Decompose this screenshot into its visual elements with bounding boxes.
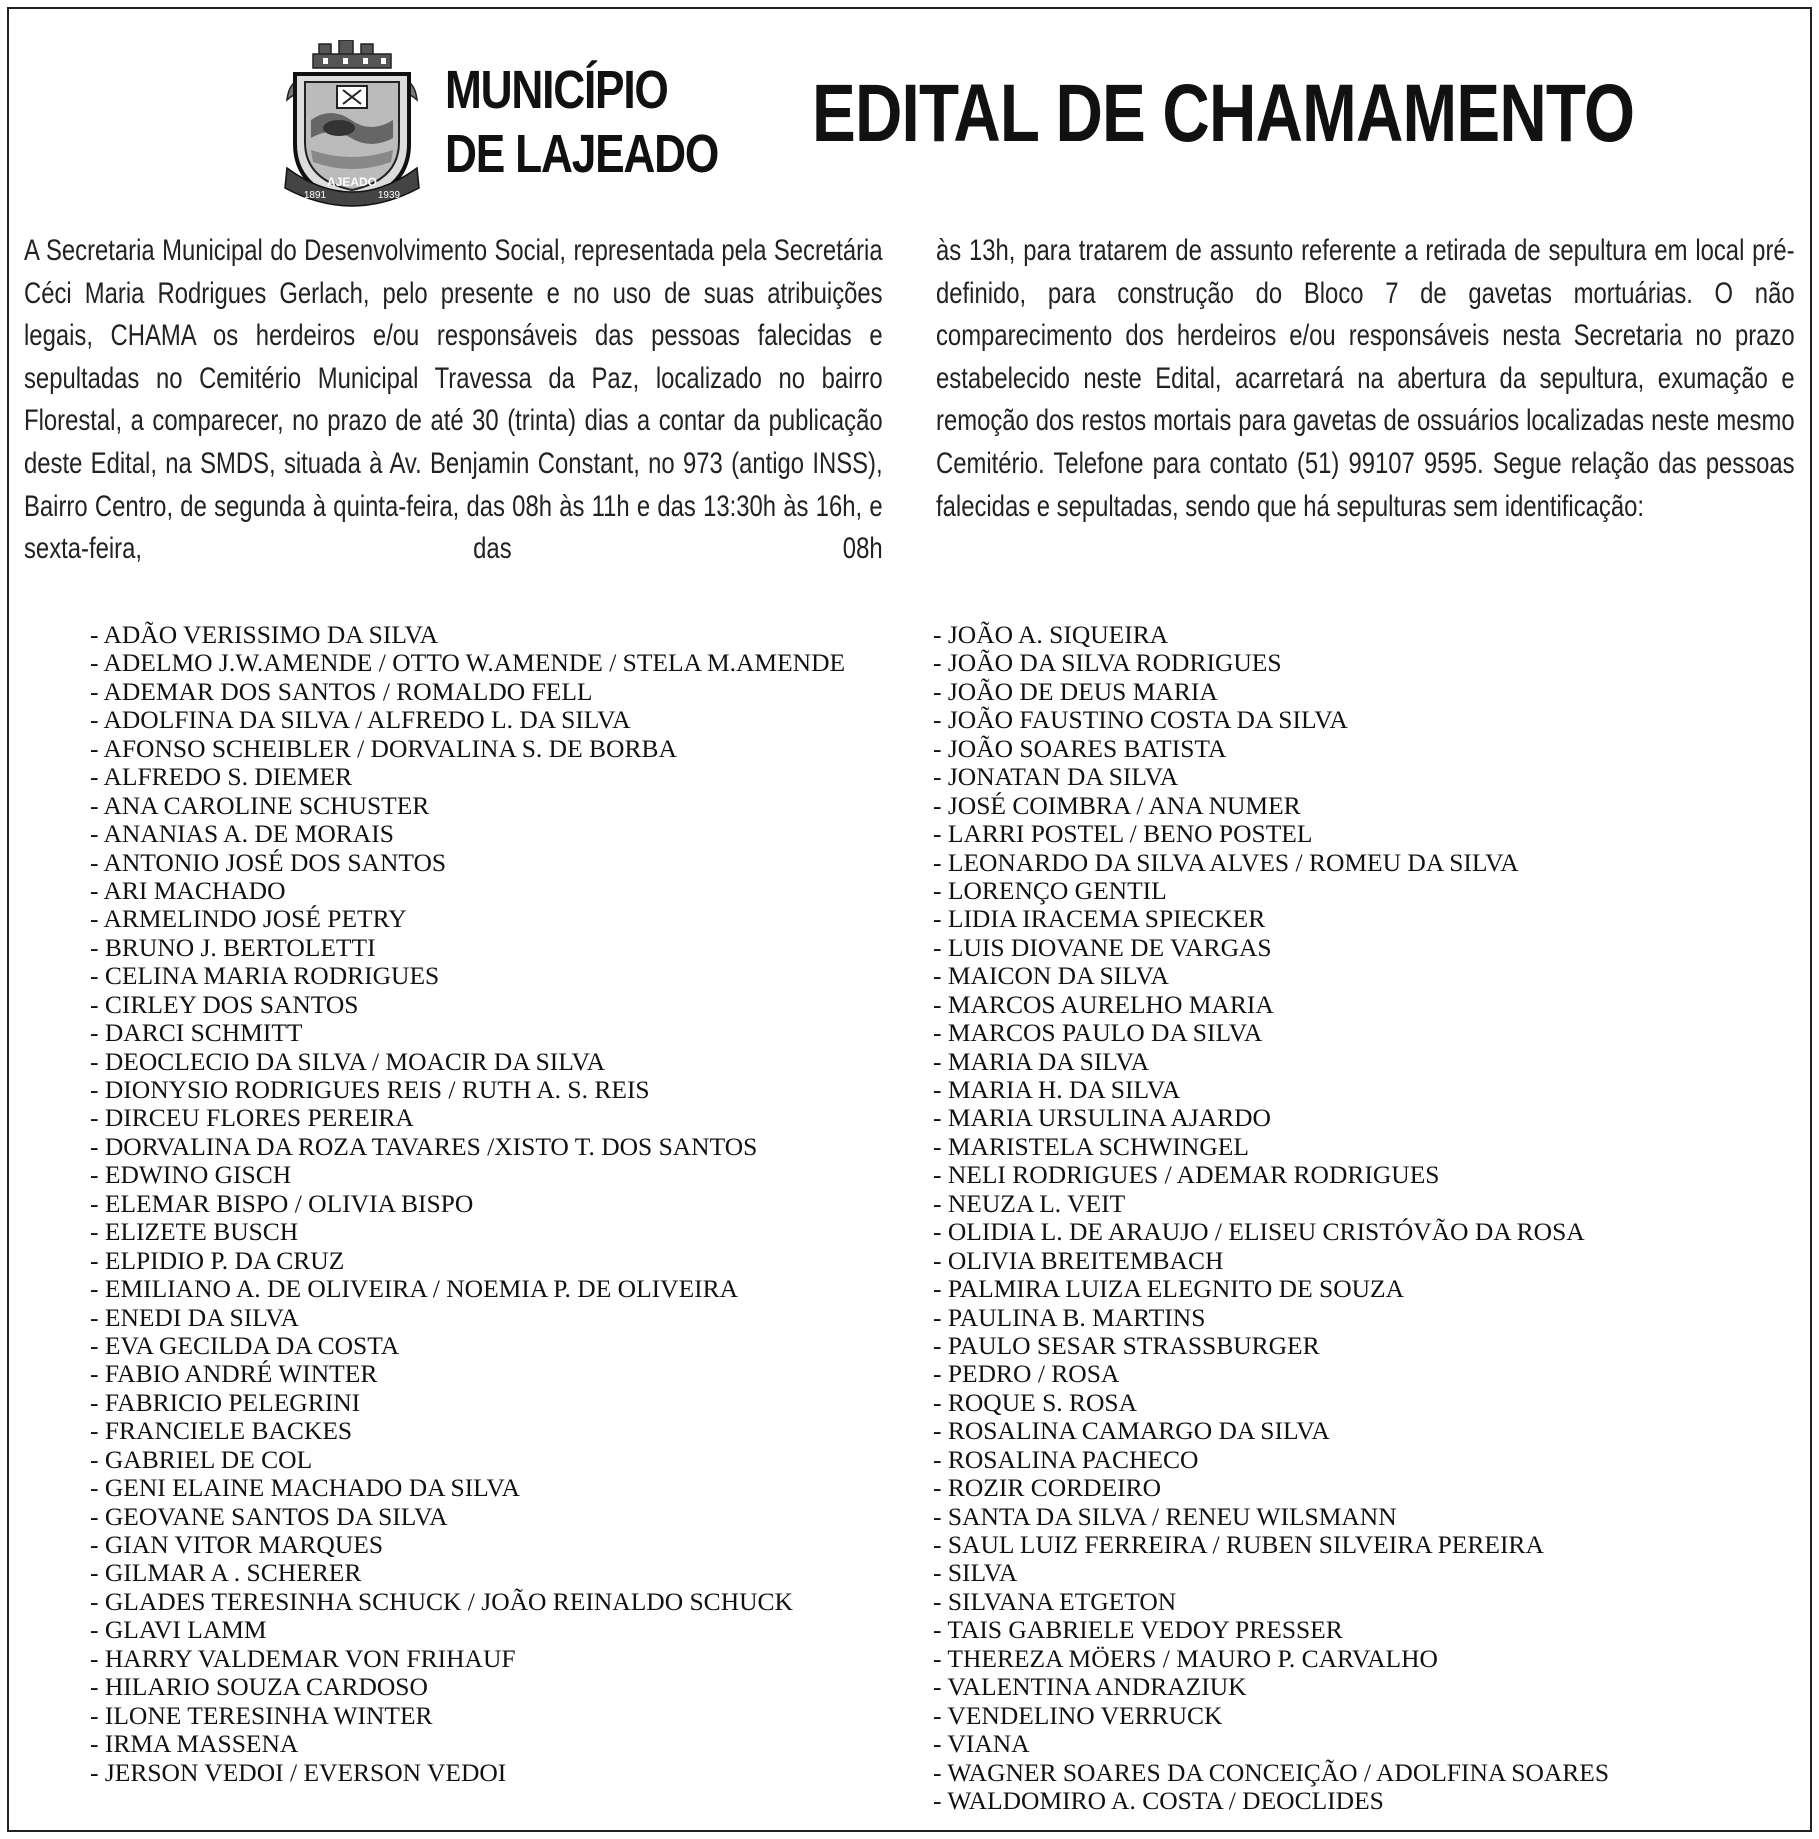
- deceased-list-item: - GEOVANE SANTOS DA SILVA: [90, 1501, 448, 1531]
- municipality-line-2: DE LAJEADO: [445, 124, 719, 184]
- deceased-list-item: - AFONSO SCHEIBLER / DORVALINA S. DE BORBA: [90, 733, 677, 763]
- deceased-list-item: - GENI ELAINE MACHADO DA SILVA: [90, 1473, 520, 1503]
- deceased-list-item: - FRANCIELE BACKES: [90, 1416, 353, 1446]
- deceased-list-item: - NELI RODRIGUES / ADEMAR RODRIGUES: [933, 1160, 1440, 1190]
- deceased-list-item: - ROSALINA CAMARGO DA SILVA: [933, 1416, 1330, 1446]
- deceased-list-item: - NEUZA L. VEIT: [933, 1188, 1126, 1218]
- deceased-list-item: - GLAVI LAMM: [90, 1615, 267, 1645]
- intro-paragraph-left: A Secretaria Municipal do Desenvolvimento Social, representada pela Secretária Céci Maria Rodrigues Gerlach, pelo presente e no uso de suas atribuições legais, CHAMA os herdeiros e/ou responsáveis das pessoas falecidas e sepultadas no Cemitério Municipal Travessa da Paz, localizado no bairro Florestal, a comparecer, no prazo de até 30 (trinta) dias a contar da publicação deste Edital, na SMDS, situada à Av. Benjamin Constant, no 973 (antigo INSS), Bairro Centro, de segunda à quinta-feira, das 08h às 11h e das 13:30h às 16h, e sexta-feira, das 08h: [24, 234, 883, 566]
- deceased-list-item: - IRMA MASSENA: [90, 1729, 299, 1759]
- deceased-list-item: - HARRY VALDEMAR VON FRIHAUF: [90, 1643, 516, 1673]
- deceased-list-item: - PAULINA B. MARTINS: [933, 1302, 1206, 1332]
- deceased-list-item: - SANTA DA SILVA / RENEU WILSMANN: [933, 1501, 1397, 1531]
- deceased-list-item: - MARIA URSULINA AJARDO: [933, 1103, 1271, 1133]
- deceased-list-item: - ROZIR CORDEIRO: [933, 1473, 1162, 1503]
- deceased-list-item: - DIONYSIO RODRIGUES REIS / RUTH A. S. REIS: [90, 1075, 650, 1104]
- deceased-list-item: - ELPIDIO P. DA CRUZ: [90, 1245, 345, 1275]
- deceased-list-item: - SAUL LUIZ FERREIRA / RUBEN SILVEIRA PEREIRA: [933, 1530, 1544, 1559]
- deceased-list-item: - ADELMO J.W.AMENDE / OTTO W.AMENDE / STELA M.AMENDE: [90, 648, 846, 678]
- deceased-list-item: - CELINA MARIA RODRIGUES: [90, 961, 440, 991]
- deceased-list-right: [933, 621, 1609, 1815]
- deceased-list-item: - OLIDIA L. DE ARAUJO / ELISEU CRISTÓVÃO DA ROSA: [933, 1217, 1585, 1247]
- deceased-list-item: - DEOCLECIO DA SILVA / MOACIR DA SILVA: [90, 1046, 606, 1076]
- deceased-list-item: - ROQUE S. ROSA: [933, 1387, 1138, 1417]
- deceased-list-item: - JOÃO A. SIQUEIRA: [933, 620, 1169, 649]
- deceased-list-item: - MAICON DA SILVA: [933, 961, 1169, 991]
- deceased-list-item: - DIRCEU FLORES PEREIRA: [90, 1103, 414, 1133]
- deceased-list-item: - WALDOMIRO A. COSTA / DEOCLIDES: [933, 1785, 1384, 1815]
- municipality-line-1: MUNICÍPIO: [445, 60, 668, 120]
- deceased-list-item: - PALMIRA LUIZA ELEGNITO DE SOUZA: [933, 1274, 1405, 1304]
- deceased-list-item: - EVA GECILDA DA COSTA: [90, 1330, 400, 1360]
- deceased-list-item: - MARIA H. DA SILVA: [933, 1075, 1181, 1104]
- deceased-list-item: - JOÃO DA SILVA RODRIGUES: [933, 648, 1282, 678]
- deceased-list-item: - WAGNER SOARES DA CONCEIÇÃO / ADOLFINA SOARES: [933, 1757, 1610, 1787]
- deceased-list-item: - LORENÇO GENTIL: [933, 875, 1167, 905]
- deceased-list-left: [90, 621, 845, 1787]
- deceased-list-item: - MARIA DA SILVA: [933, 1046, 1150, 1076]
- deceased-list-item: - ARI MACHADO: [90, 875, 286, 905]
- deceased-list-item: - DARCI SCHMITT: [90, 1018, 303, 1048]
- deceased-list-item: - BRUNO J. BERTOLETTI: [90, 932, 376, 962]
- deceased-list-item: - ADEMAR DOS SANTOS / ROMALDO FELL: [90, 676, 593, 706]
- deceased-list-item: - CIRLEY DOS SANTOS: [90, 989, 359, 1019]
- deceased-list-item: - ARMELINDO JOSÉ PETRY: [90, 904, 407, 934]
- deceased-list-item: - GLADES TERESINHA SCHUCK / JOÃO REINALDO SCHUCK: [90, 1586, 793, 1616]
- deceased-list-item: - ANA CAROLINE SCHUSTER: [90, 790, 430, 820]
- deceased-list-item: - VALENTINA ANDRAZIUK: [933, 1672, 1247, 1702]
- deceased-list-item: - ALFREDO S. DIEMER: [90, 762, 353, 792]
- deceased-list-item: - PAULO SESAR STRASSBURGER: [933, 1330, 1320, 1360]
- deceased-list-item: - SILVA: [933, 1558, 1018, 1588]
- deceased-list-item: - JONATAN DA SILVA: [933, 762, 1179, 792]
- deceased-list-item: - ENEDI DA SILVA: [90, 1302, 299, 1332]
- deceased-list-item: - GILMAR A . SCHERER: [90, 1558, 362, 1588]
- deceased-list-item: - LUIS DIOVANE DE VARGAS: [933, 932, 1272, 962]
- deceased-list-item: - MARCOS PAULO DA SILVA: [933, 1018, 1263, 1048]
- deceased-list-item: - EDWINO GISCH: [90, 1160, 292, 1190]
- deceased-list-item: - FABIO ANDRÉ WINTER: [90, 1359, 378, 1389]
- deceased-list-item: - LIDIA IRACEMA SPIECKER: [933, 904, 1266, 934]
- crest-year-right: 1939: [377, 190, 401, 201]
- deceased-list-item: - JOÃO SOARES BATISTA: [933, 733, 1227, 763]
- deceased-list-item: - ELEMAR BISPO / OLIVIA BISPO: [90, 1188, 474, 1218]
- notice-title: EDITAL DE CHAMAMENTO: [812, 68, 1635, 159]
- deceased-list-item: - JOÃO DE DEUS MARIA: [933, 676, 1218, 706]
- deceased-list-item: - GABRIEL DE COL: [90, 1444, 313, 1474]
- deceased-list-item: - HILARIO SOUZA CARDOSO: [90, 1672, 428, 1702]
- deceased-list-item: - DORVALINA DA ROZA TAVARES /XISTO T. DOS SANTOS: [90, 1131, 758, 1161]
- deceased-list-item: - SILVANA ETGETON: [933, 1586, 1177, 1616]
- deceased-list-item: - FABRICIO PELEGRINI: [90, 1387, 361, 1417]
- deceased-list-item: - MARISTELA SCHWINGEL: [933, 1131, 1249, 1161]
- deceased-list-item: - LARRI POSTEL / BENO POSTEL: [933, 819, 1313, 849]
- deceased-list-item: - ANTONIO JOSÉ DOS SANTOS: [90, 847, 447, 877]
- deceased-list-item: - PEDRO / ROSA: [933, 1359, 1120, 1389]
- deceased-list-item: - ADOLFINA DA SILVA / ALFREDO L. DA SILVA: [90, 705, 631, 735]
- deceased-list-item: - JOSÉ COIMBRA / ANA NUMER: [933, 790, 1301, 820]
- deceased-list-item: - JERSON VEDOI / EVERSON VEDOI: [90, 1757, 507, 1787]
- deceased-list-item: - ELIZETE BUSCH: [90, 1217, 299, 1247]
- deceased-list-item: - OLIVIA BREITEMBACH: [933, 1245, 1224, 1275]
- deceased-list-item: - EMILIANO A. DE OLIVEIRA / NOEMIA P. DE OLIVEIRA: [90, 1274, 739, 1304]
- deceased-list-item: - LEONARDO DA SILVA ALVES / ROMEU DA SILVA: [933, 847, 1519, 877]
- deceased-list-item: - ANANIAS A. DE MORAIS: [90, 819, 394, 849]
- deceased-list-item: - MARCOS AURELHO MARIA: [933, 989, 1274, 1019]
- deceased-list-item: - TAIS GABRIELE VEDOY PRESSER: [933, 1615, 1343, 1645]
- deceased-list-item: - VENDELINO VERRUCK: [933, 1700, 1223, 1730]
- crest-name-text: AJEADO: [326, 175, 378, 189]
- deceased-list-item: - VIANA: [933, 1729, 1030, 1759]
- deceased-list-item: - THEREZA MÖERS / MAURO P. CARVALHO: [933, 1643, 1438, 1673]
- deceased-list-item: - GIAN VITOR MARQUES: [90, 1530, 384, 1559]
- municipality-name: [445, 58, 718, 186]
- deceased-list-item: - JOÃO FAUSTINO COSTA DA SILVA: [933, 705, 1348, 735]
- municipal-crest-logo: [281, 40, 423, 214]
- deceased-list-item: - ROSALINA PACHECO: [933, 1444, 1199, 1474]
- intro-paragraph-right: às 13h, para tratarem de assunto referente a retirada de sepultura em local pré-definido, para construção do Bloco 7 de gavetas mortuárias. O não comparecimento dos herdeiros e/ou responsáveis nesta Secretaria no prazo estabelecido neste Edital, acarretará na abertura da sepultura, exumação e remoção dos restos mortais para gavetas de ossuários localizadas neste mesmo Cemitério. Telefone para contato (51) 99107 9595. Segue relação das pessoas falecidas e sepultadas, sendo que há sepulturas sem identificação:: [936, 234, 1795, 523]
- crest-year-left: 1891: [303, 190, 327, 201]
- deceased-list-item: - ILONE TERESINHA WINTER: [90, 1700, 433, 1730]
- deceased-list-item: - ADÃO VERISSIMO DA SILVA: [90, 620, 439, 649]
